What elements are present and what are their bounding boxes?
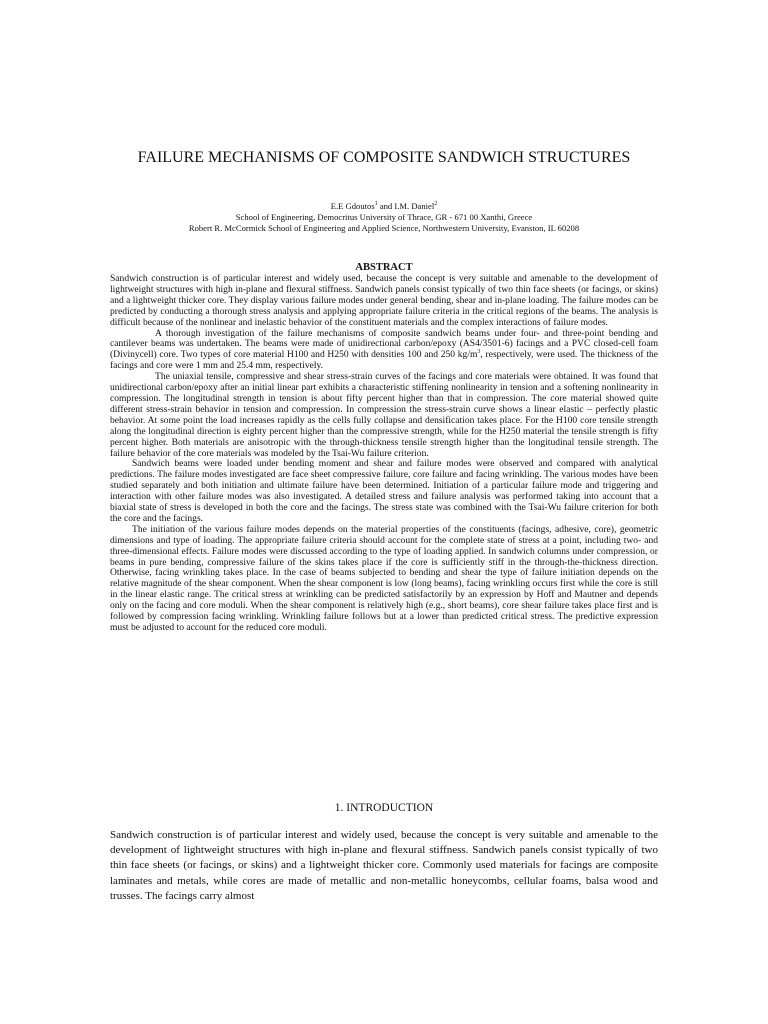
abstract-heading: ABSTRACT — [355, 262, 413, 273]
paper-title: FAILURE MECHANISMS OF COMPOSITE SANDWICH STRUCTURES — [137, 149, 631, 166]
author-2-affiliation-mark: 2 — [434, 201, 438, 208]
author-block — [110, 201, 658, 234]
abstract-paragraph-2-text-b: , respectively, were used. The thickness of the facings and core were 1 mm and 25.4 mm, respectively. — [110, 349, 659, 372]
section-heading-introduction: 1. INTRODUCTION — [334, 802, 434, 814]
abstract-paragraph-2 — [110, 329, 658, 373]
author-2: and I.M. Daniel — [377, 201, 435, 211]
abstract-paragraph-4: Sandwich beams were loaded under bending moment and shear and failure modes were observed and compared with analytical predictions. The failure modes investigated are face sheet compressive failure, core failure and facing wrinkling. The various modes have been studied separately and both initiation and ultimate failure have been determined. Initiation of a particular failure mode and triggering and interaction with other failure modes was also investigated. A detailed stress and failure analysis was performed taking into account that a biaxial state of stress is developed in both the core and the facings. The stress state was combined with the Tsai-Wu failure criterion for both the core and the facings. — [110, 458, 658, 524]
abstract-paragraph-3: The uniaxial tensile, compressive and shear stress-strain curves of the facings and core materials were obtained. It was found that unidirectional carbon/epoxy after an initial linear part exhibits a characteristic stiffening nonlinearity in tension and a softening nonlinearity in compression. The longitudinal strength in tension is about fifty percent higher than that in compression. The core material showed quite different stress-strain behavior in tension and compression. In compression the stress-strain curve shows a linear elastic – perfectly plastic behavior. At some point the load increases rapidly as the cells fully collapse and densification takes place. For the H100 core tensile strength along the longitudinal direction is eighty percent higher than the compressive strength, while for the H250 material the tensile strength is fifty percent higher. Both materials are anisotropic with the through-thickness tensile strength higher than the longitudinal tensile strength. The failure behavior of the core materials was modeled by the Tsai-Wu failure criterion. — [110, 371, 658, 459]
introduction-body — [110, 828, 658, 904]
abstract-paragraph-1: Sandwich construction is of particular interest and widely used, because the concept is very suitable and amenable to the development of lightweight structures with high in-plane and flexural stiffness. Sandwich panels consist typically of two thin face sheets (or facings, or skins) and a lightweight thicker core. They display various failure modes under general bending, shear and in-plane loading. The failure modes can be predicted by conducting a thorough stress analysis and applying appropriate failure criteria in the critical regions of the beams. The analysis is difficult because of the nonlinear and inelastic behavior of the constituent materials and the complex interactions of failure modes. — [110, 273, 658, 328]
author-1: E.E Gdoutos — [330, 201, 375, 211]
abstract-paragraph-2-text-a: A thorough investigation of the failure mechanisms of composite sandwich beams under four- and three-point bending and cantilever beams was undertaken. The beams were made of unidirectional carbon/epoxy (AS4/3501-6) facings and a PVC closed-cell foam (Divinycell) core. Two types of core material H100 and H250 with densities 100 and 250 kg/m — [110, 327, 658, 361]
author-line — [110, 201, 658, 212]
introduction-paragraph-1: Sandwich construction is of particular interest and widely used, because the concept is very suitable and amenable to the development of lightweight structures with high in-plane and flexural stiffness. Sandwich panels consist typically of two thin face sheets (or facings, or skins) and a lightweight thicker core. Commonly used materials for facings are composite laminates and metals, while cores are made of metallic and non-metallic honeycombs, cellular foams, balsa wood and trusses. The facings carry almost — [110, 829, 658, 902]
affiliation-2: Robert R. McCormick School of Engineering and Applied Science, Northwestern University, Evanston, IL 60208 — [188, 223, 580, 233]
affiliation-1: School of Engineering, Democritus University of Thrace, GR - 671 00 Xanthi, Greece — [235, 212, 533, 222]
author-1-affiliation-mark: 1 — [374, 201, 378, 208]
abstract-body — [110, 274, 658, 634]
density-unit-exponent: 3 — [477, 349, 481, 356]
abstract-paragraph-5: The initiation of the various failure modes depends on the material properties of the constituents (facings, adhesive, core), geometric dimensions and type of loading. The appropriate failure criteria should account for the complete state of stress at a point, including two- and three-dimensional effects. Failure modes were discussed according to the type of loading applied. In sandwich columns under compression, or beams in pure bending, compressive failure of the skins takes place if the core is sufficiently stiff in the through-the-thickness direction. Otherwise, facing wrinkling takes place. In the case of beams subjected to bending and shear the type of failure initiation depends on the relative magnitude of the shear component. When the shear component is low (long beams), facing wrinkling occurs first while the core is still in the linear elastic range. The critical stress at wrinkling can be predicted satisfactorily by an expression by Hoff and Mautner and depends only on the facing and core moduli. When the shear component is relatively high (e.g., short beams), core shear failure takes place first and is followed by compression facing wrinkling. Wrinkling failure follows but at a lower than predicted critical stress. The predictive expression must be adjusted to account for the reduced core moduli. — [110, 523, 658, 633]
